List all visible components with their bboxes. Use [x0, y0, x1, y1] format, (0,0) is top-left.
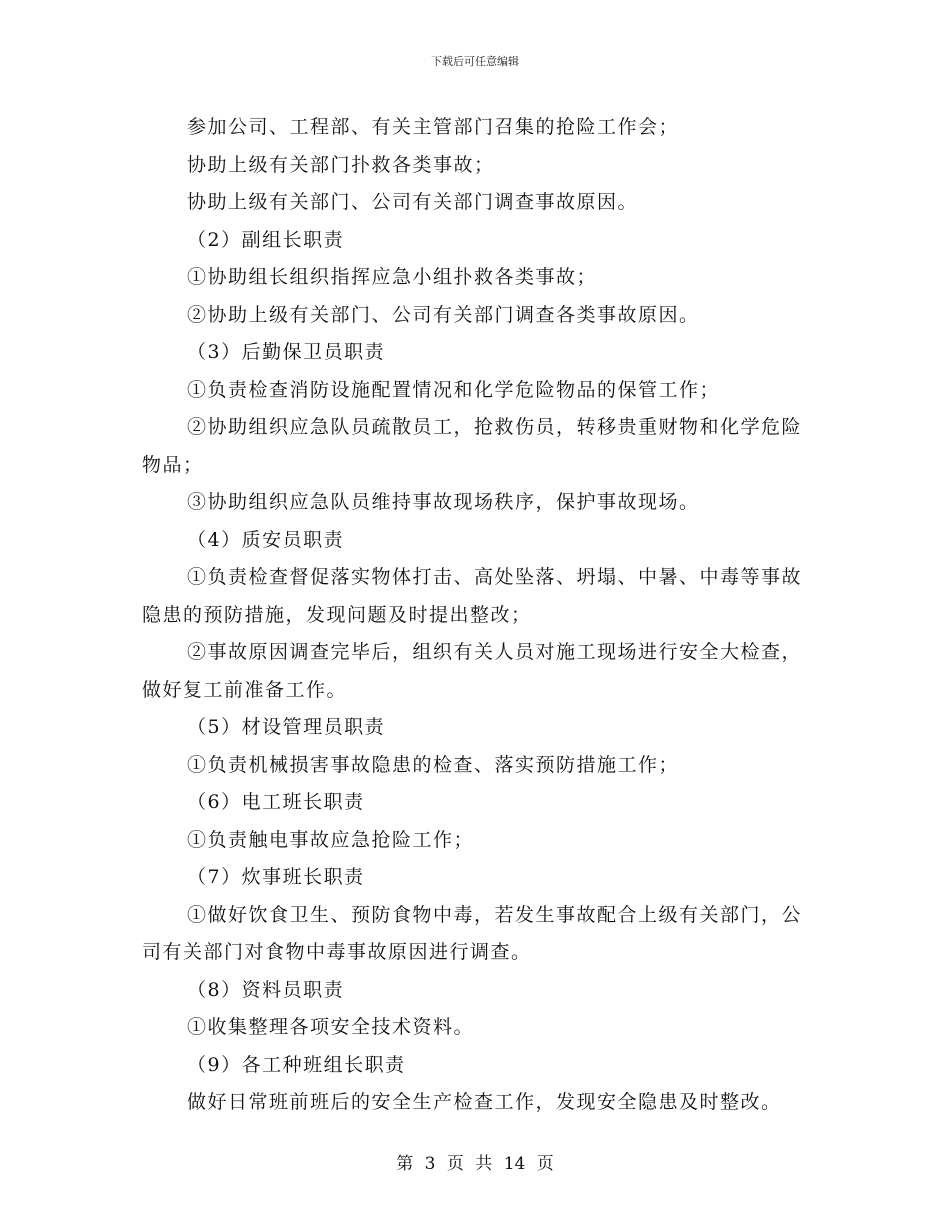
paragraph: ②事故原因调查完毕后，组织有关人员对施工现场进行安全大检查，做好复工前准备工作。 — [142, 641, 803, 701]
paragraph: ①负责机械损害事故隐患的检查、落实预防措施工作； — [187, 753, 680, 776]
paragraph: ①负责检查督促落实物体打击、高处坠落、坍塌、中暑、中毒等事故隐患的预防措施，发现问题及时提出整改； — [142, 566, 803, 626]
section-heading: （8）资料员职责 — [187, 978, 345, 1001]
paragraph: 协助上级有关部门、公司有关部门调查事故原因。 — [187, 191, 639, 213]
section-heading: （5）材设管理员职责 — [187, 716, 386, 738]
page-number: 第 3 页 共 14 页 — [396, 1154, 554, 1174]
paragraph: 做好日常班前班后的安全生产检查工作，发现安全隐患及时整改。 — [187, 1091, 782, 1113]
document-body — [142, 109, 812, 1122]
paragraph: ②协助组织应急队员疏散员工，抢救伤员，转移贵重财物和化学危险物品； — [142, 416, 803, 476]
section-heading: （3）后勤保卫员职责 — [187, 341, 386, 363]
section-heading: （9）各工种班组长职责 — [187, 1053, 406, 1076]
page-header: 下载后可任意编辑 — [431, 55, 519, 68]
paragraph: 协助上级有关部门扑救各类事故； — [187, 153, 495, 176]
section-heading: （6）电工班长职责 — [187, 791, 365, 813]
paragraph: ①负责检查消防设施配置情况和化学危险物品的保管工作； — [187, 378, 721, 401]
paragraph: ①负责触电事故应急抢险工作； — [187, 828, 475, 851]
paragraph: ①做好饮食卫生、预防食物中毒，若发生事故配合上级有关部门，公司有关部门对食物中毒事故原因进行调查。 — [142, 903, 803, 963]
section-heading: （2）副组长职责 — [187, 228, 345, 251]
section-heading: （4）质安员职责 — [187, 528, 345, 551]
paragraph: ③协助组织应急队员维持事故现场秩序，保护事故现场。 — [187, 491, 700, 513]
section-heading: （7）炊事班长职责 — [187, 866, 365, 888]
paragraph: ②协助上级有关部门、公司有关部门调查各类事故原因。 — [187, 303, 700, 326]
paragraph: ①协助组长组织指挥应急小组扑救各类事故； — [187, 266, 598, 288]
paragraph: 参加公司、工程部、有关主管部门召集的抢险工作会； — [187, 116, 680, 138]
paragraph: ①收集整理各项安全技术资料。 — [187, 1016, 475, 1038]
